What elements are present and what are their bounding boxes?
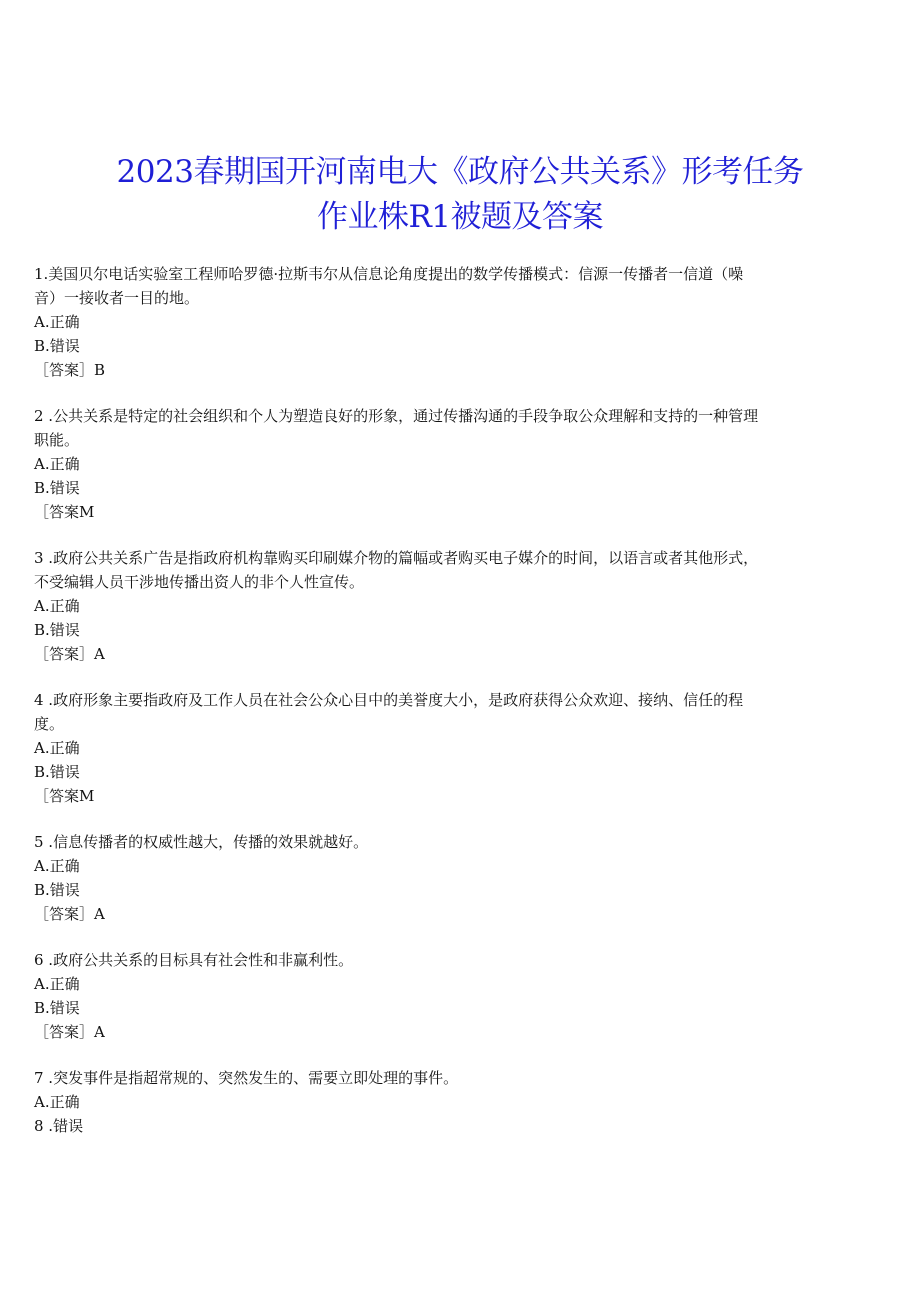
question-2-stem-line-1: 2 .公共关系是特定的社会组织和个人为塑造良好的形象，通过传播沟通的手段争取公众理解和支持的一种管理: [34, 407, 759, 425]
question-4-option-b: B.错误: [34, 763, 80, 781]
question-4-option-a: A.正确: [34, 739, 80, 757]
question-6-option-a: A.正确: [34, 975, 80, 993]
document-title-line-2: 作业株R1被题及答案: [316, 199, 604, 235]
question-7-option-b: 8 .错误: [34, 1117, 84, 1135]
question-list: [34, 262, 874, 1160]
question-1-stem-line-2: 音）一接收者一目的地。: [34, 289, 200, 307]
question-2-answer: ［答案M: [34, 503, 95, 521]
question-6-answer: ［答案］A: [34, 1023, 105, 1041]
question-4-stem-line-1: 4 .政府形象主要指政府及工作人员在社会公众心目中的美誉度大小，是政府获得公众欢迎、接纳、信任的程: [34, 691, 744, 709]
question-5-answer: ［答案］A: [34, 905, 105, 923]
question-4-answer: ［答案M: [34, 787, 95, 805]
document-title-line-1: 2023春期国开河南电大《政府公共关系》形考任务: [116, 154, 804, 190]
question-1-stem-line-1: 1.美国贝尔电话实验室工程师哈罗德·拉斯韦尔从信息论角度提出的数学传播模式：信源一传播者一信道（噪: [34, 265, 744, 283]
question-1-option-b: B.错误: [34, 337, 80, 355]
question-3-stem-line-2: 不受编辑人员干涉地传播出资人的非个人性宣传。: [34, 573, 365, 591]
question-3: [34, 546, 874, 666]
question-4: [34, 688, 874, 808]
question-2-stem-line-2: 职能。: [34, 431, 80, 449]
question-5-option-a: A.正确: [34, 857, 80, 875]
question-2-option-b: B.错误: [34, 479, 80, 497]
question-5: [34, 830, 874, 926]
question-4-stem-line-2: 度。: [34, 715, 65, 733]
question-5-stem-line-1: 5 .信息传播者的权威性越大，传播的效果就越好。: [34, 833, 369, 851]
question-6-option-b: B.错误: [34, 999, 80, 1017]
question-7-option-a: A.正确: [34, 1093, 80, 1111]
question-3-option-b: B.错误: [34, 621, 80, 639]
question-6-stem-line-1: 6 .政府公共关系的目标具有社会性和非赢利性。: [34, 951, 354, 969]
question-2: [34, 404, 874, 524]
question-7: [34, 1066, 874, 1138]
question-7-stem-line-1: 7 .突发事件是指超常规的、突然发生的、需要立即处理的事件。: [34, 1069, 459, 1087]
question-1-answer: ［答案］B: [34, 361, 106, 379]
question-3-option-a: A.正确: [34, 597, 80, 615]
question-3-answer: ［答案］A: [34, 645, 105, 663]
question-6: [34, 948, 874, 1044]
question-2-option-a: A.正确: [34, 455, 80, 473]
question-1: [34, 262, 874, 382]
question-3-stem-line-1: 3 .政府公共关系广告是指政府机构靠购买印刷媒介物的篇幅或者购买电子媒介的时间，以语言或者其他形式，: [34, 549, 759, 567]
question-1-option-a: A.正确: [34, 313, 80, 331]
question-5-option-b: B.错误: [34, 881, 80, 899]
